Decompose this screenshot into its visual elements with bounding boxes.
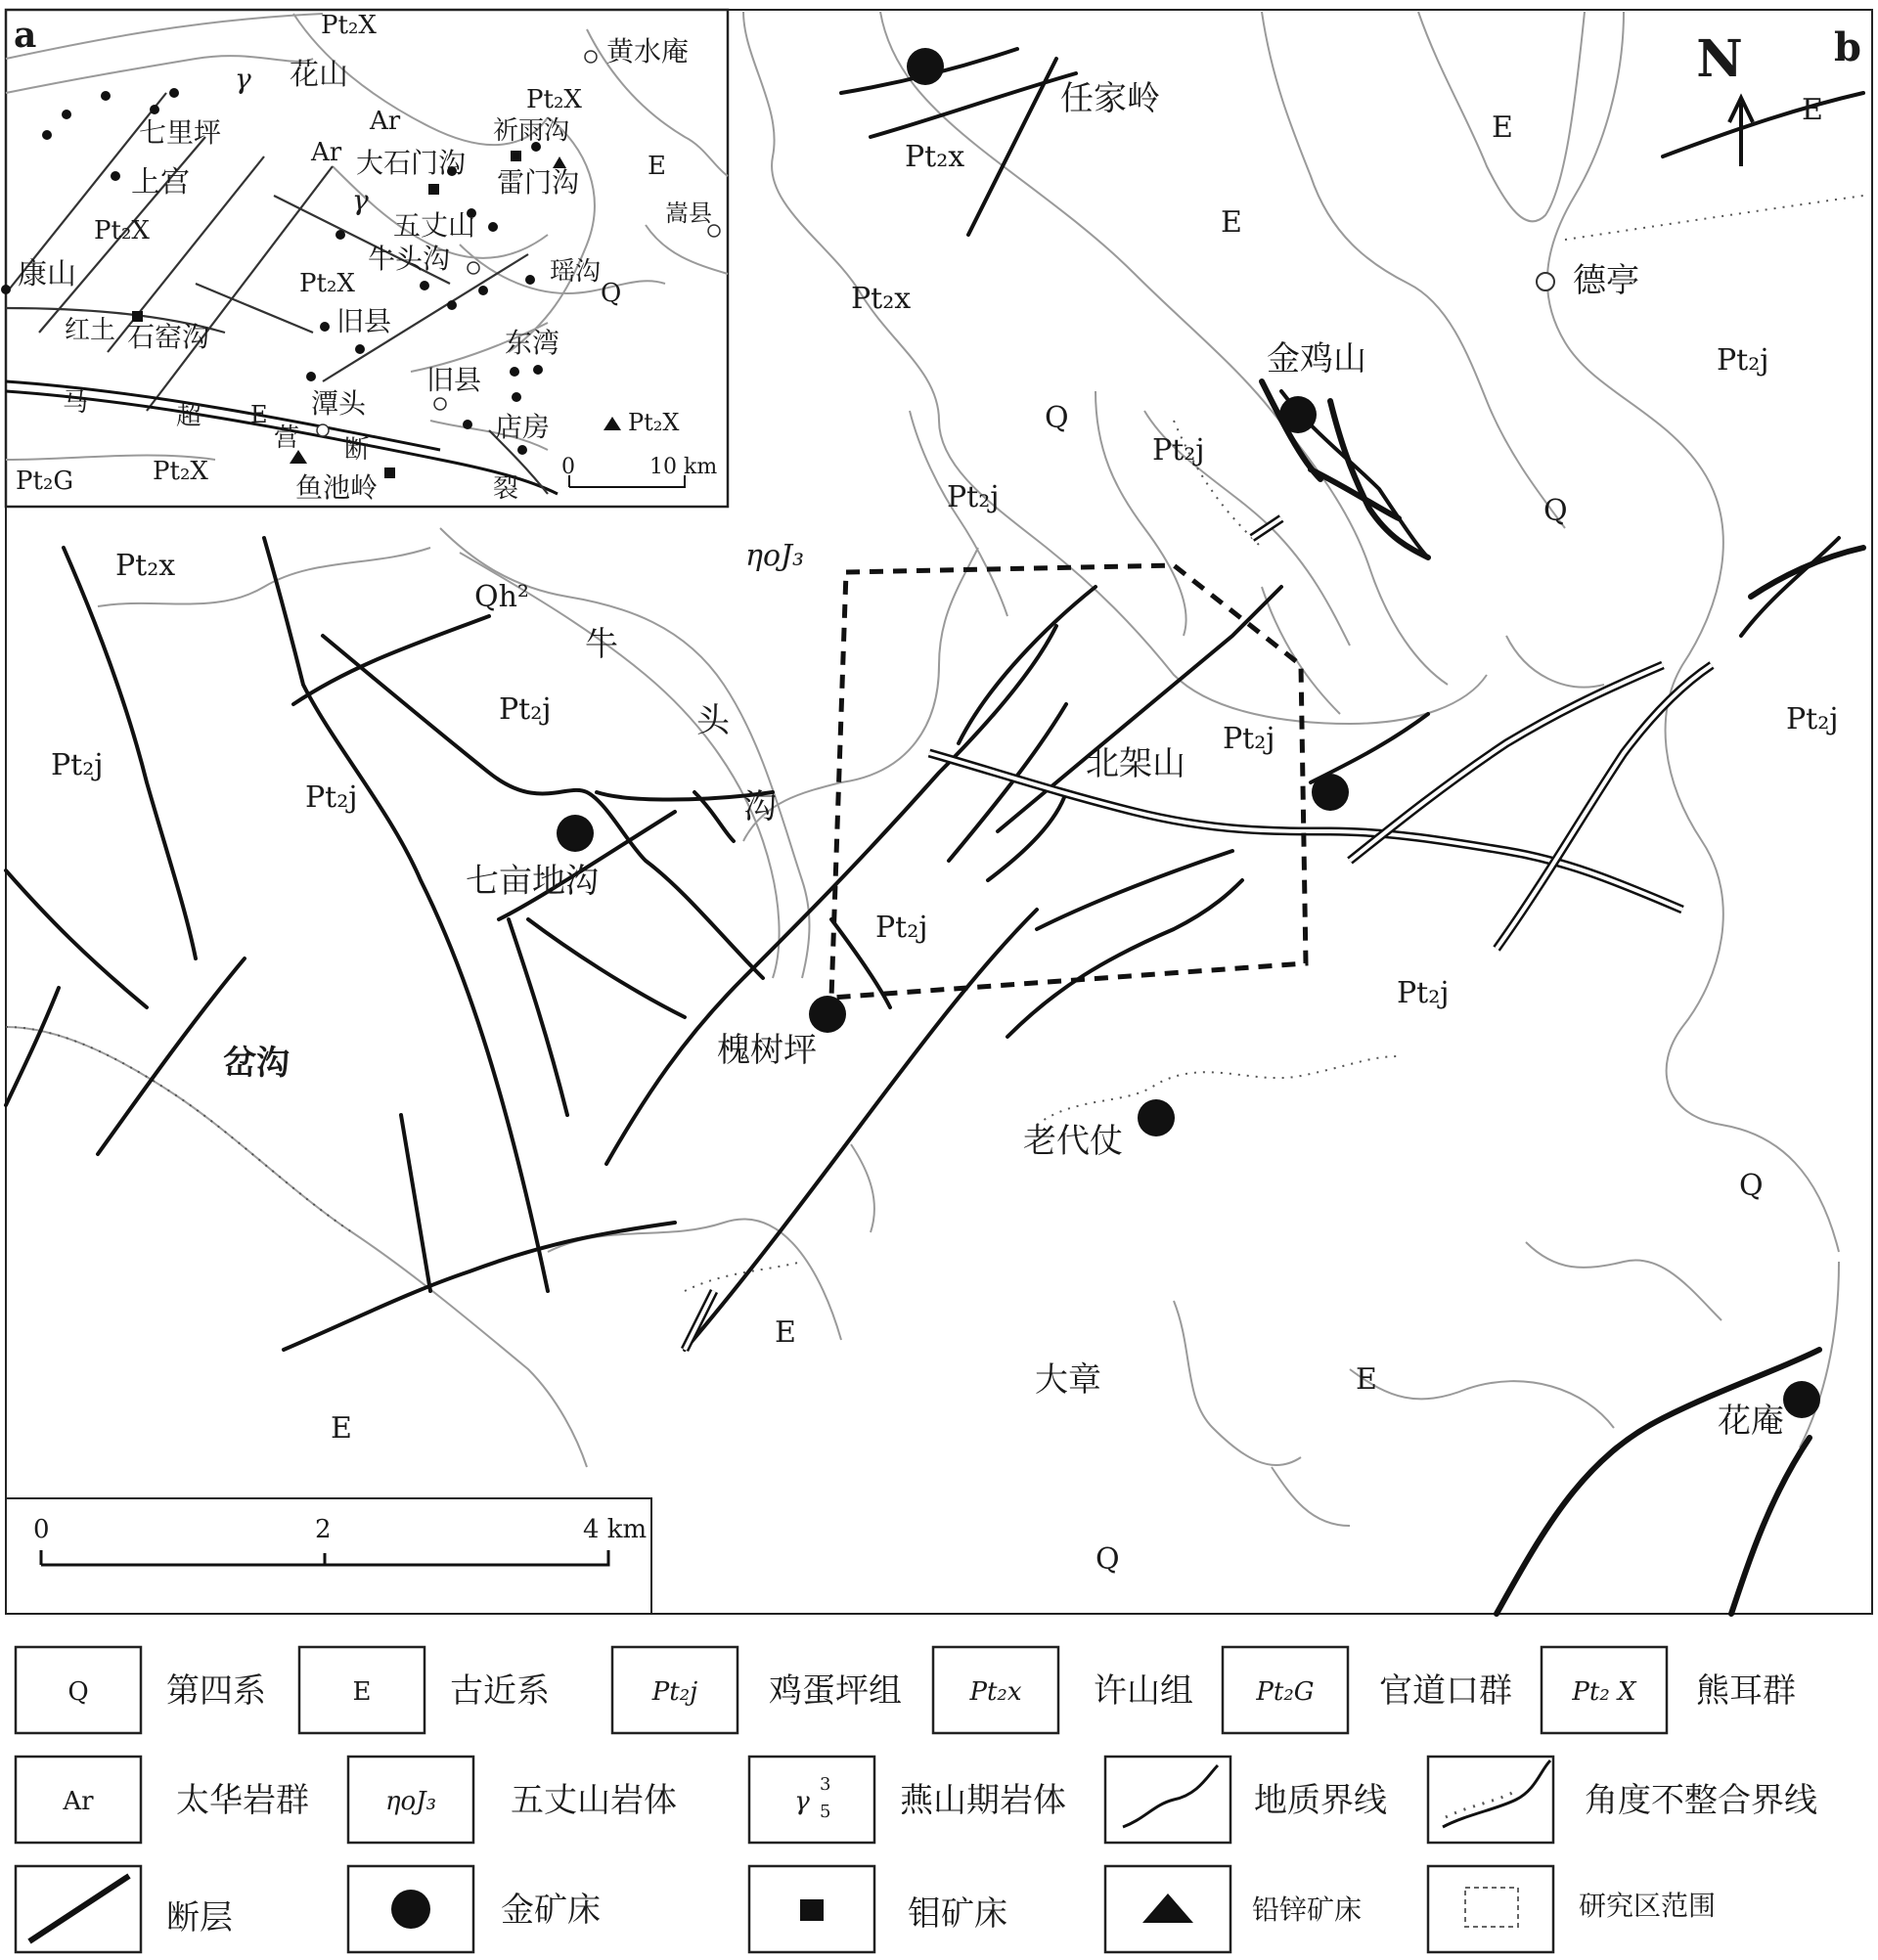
place-label: 超 [176, 402, 202, 431]
legend-label: 钼矿床 [908, 1894, 1007, 1934]
place-label: 任家岭 [1060, 79, 1160, 118]
legend-label: 太华岩群 [176, 1781, 309, 1820]
legend-subscript: 5 [820, 1802, 831, 1822]
place-label: 店房 [495, 411, 551, 443]
town-marker [1537, 273, 1554, 290]
place-label: 花庵 [1718, 1402, 1784, 1441]
unit-label: Pt₂j [947, 480, 1000, 514]
place-label: 沟 [743, 787, 777, 826]
place-label: 岔沟 [223, 1044, 290, 1083]
place-label: 裂 [493, 474, 519, 504]
double-line-faults [685, 518, 1712, 1350]
place-label: 花山 [290, 58, 348, 92]
place-label: 石窑沟 [127, 321, 210, 353]
gold-deposit-icon [391, 1890, 430, 1929]
gold-deposit-marker [1138, 1099, 1175, 1136]
place-label: 嵩县 [665, 200, 712, 227]
legend [16, 1647, 1817, 1952]
unit-label: Pt₂j [875, 911, 928, 945]
place-label: 德亭 [1573, 261, 1639, 300]
place-label: 大章 [1035, 1360, 1101, 1400]
panel-b-scale-bar [6, 1498, 651, 1614]
legend-symbol: Pt₂G [1256, 1677, 1315, 1707]
unit-label: Pt₂G [16, 467, 74, 496]
legend-label: 研究区范围 [1579, 1890, 1717, 1922]
unit-label: Pt₂X [628, 409, 680, 436]
unit-label: E [1802, 93, 1823, 127]
unit-label: Q [1543, 494, 1568, 528]
place-label: 大石门沟 [356, 147, 467, 179]
unit-label: Pt₂j [1223, 722, 1275, 756]
place-label: 五丈山 [393, 209, 476, 242]
unit-label: Pt₂x [905, 140, 965, 174]
place-label: 祈雨沟 [493, 116, 570, 146]
unit-label: γ [235, 63, 251, 95]
legend-symbol: E [352, 1677, 372, 1707]
legend-symbol: ηoJ₃ [384, 1787, 437, 1816]
place-label: 七亩地沟 [466, 862, 599, 901]
unit-label: Pt₂j [1717, 343, 1769, 378]
unit-label: E [648, 152, 666, 181]
unit-label: Pt₂X [526, 85, 582, 114]
unit-label: Pt₂j [1152, 433, 1205, 468]
unit-label: E [1356, 1362, 1377, 1397]
legend-label: 第四系 [166, 1671, 266, 1711]
place-label: 牛头沟 [368, 243, 451, 275]
legend-superscript: 3 [820, 1774, 831, 1795]
legend-symbol: Pt₂ X [1572, 1677, 1636, 1707]
legend-label: 古近系 [450, 1671, 550, 1711]
north-label: N [1696, 29, 1743, 89]
place-label: 红土 [65, 316, 116, 345]
place-label: 康山 [18, 257, 76, 291]
place-label: 雷门沟 [497, 166, 580, 199]
place-label: 旧县 [336, 305, 392, 337]
legend-swatch [1428, 1757, 1553, 1843]
unit-label: γ [352, 184, 369, 216]
unit-label: Q [1739, 1169, 1764, 1203]
unit-label: Q [601, 279, 622, 308]
legend-label: 铅锌矿床 [1252, 1893, 1363, 1926]
unit-label: E [250, 401, 268, 428]
unit-label: Q [1096, 1542, 1120, 1577]
legend-symbol: Pt₂x [969, 1677, 1022, 1707]
legend-symbol: Ar [63, 1787, 94, 1816]
panel-a-inset [1, 10, 728, 507]
unit-label: Pt₂x [851, 282, 912, 316]
unit-label: ηoJ₃ [745, 539, 805, 573]
gold-deposit-marker [1783, 1381, 1820, 1418]
unit-label: Pt₂j [1397, 976, 1450, 1010]
legend-label: 鸡蛋坪组 [769, 1671, 902, 1711]
unit-label: Pt₂X [153, 457, 208, 486]
place-label: 上宫 [131, 165, 190, 200]
unit-label: E [1221, 205, 1242, 240]
legend-label: 五丈山岩体 [511, 1781, 677, 1820]
legend-label: 燕山期岩体 [900, 1781, 1066, 1820]
place-label: 旧县 [426, 364, 482, 396]
legend-label: 官道口群 [1379, 1671, 1512, 1711]
unit-label: Pt₂j [499, 692, 552, 727]
unit-label: E [1492, 111, 1513, 145]
place-label: 断 [344, 435, 371, 465]
molybdenum-deposit-icon [800, 1899, 824, 1921]
scale-label: 0 [561, 455, 575, 479]
unit-label: E [331, 1411, 352, 1446]
legend-symbol: γ [794, 1787, 810, 1816]
gold-deposits [557, 48, 1820, 1418]
unit-label: Pt₂X [94, 216, 150, 245]
place-label: 七里坪 [139, 116, 222, 149]
scale-label: 2 [315, 1515, 332, 1544]
gold-deposit-marker [1312, 774, 1349, 811]
legend-label: 熊耳群 [1696, 1671, 1796, 1711]
place-label: 北架山 [1086, 744, 1185, 783]
panel-a-letter: a [14, 15, 37, 56]
unit-label: Ar [311, 138, 342, 167]
place-label: 金鸡山 [1267, 339, 1366, 379]
unit-label: Qh² [474, 580, 529, 614]
legend-swatch [1428, 1866, 1553, 1952]
place-label: 潭头 [311, 387, 367, 420]
unit-label: Pt₂j [1786, 702, 1839, 736]
legend-label: 断层 [166, 1898, 233, 1938]
legend-label: 角度不整合界线 [1585, 1781, 1817, 1820]
place-label: 槐树坪 [717, 1031, 817, 1070]
place-label: 黄水庵 [606, 35, 690, 67]
legend-swatch [1105, 1757, 1230, 1843]
scale-label: 4 km [583, 1515, 648, 1544]
place-label: 头 [696, 701, 730, 740]
legend-swatch [749, 1757, 874, 1843]
unit-label: Pt₂j [51, 748, 104, 782]
unit-label: E [775, 1315, 796, 1350]
unit-label: Pt₂x [115, 549, 176, 583]
place-label: 瑶沟 [550, 257, 602, 287]
gold-deposit-marker [1279, 396, 1317, 433]
panel-b-letter: b [1834, 24, 1861, 70]
unit-label: Pt₂j [305, 780, 358, 815]
place-label: 牛 [585, 625, 618, 664]
panel-a-frame [6, 10, 728, 507]
gold-deposit-marker [557, 815, 594, 852]
place-label: 东湾 [505, 327, 560, 359]
legend-symbol: Q [67, 1677, 89, 1707]
legend-label: 许山组 [1094, 1671, 1193, 1711]
unit-label: Q [1045, 401, 1069, 435]
legend-label: 金矿床 [501, 1891, 601, 1930]
unit-label: Ar [370, 107, 401, 136]
legend-symbol: Pt₂j [651, 1677, 698, 1707]
scale-label: 10 km [649, 455, 718, 479]
gold-deposit-marker [809, 996, 846, 1033]
unit-label: Pt₂X [321, 11, 377, 40]
north-arrow [1696, 29, 1753, 166]
gold-deposit-marker [907, 48, 944, 85]
legend-label: 地质界线 [1254, 1781, 1387, 1820]
place-label: 营 [274, 423, 300, 453]
unit-label: Pt₂X [299, 269, 355, 298]
place-label: 鱼池岭 [295, 471, 379, 504]
scale-label: 0 [33, 1515, 50, 1544]
place-label: 马 [63, 388, 89, 418]
place-label: 老代仗 [1023, 1122, 1123, 1161]
